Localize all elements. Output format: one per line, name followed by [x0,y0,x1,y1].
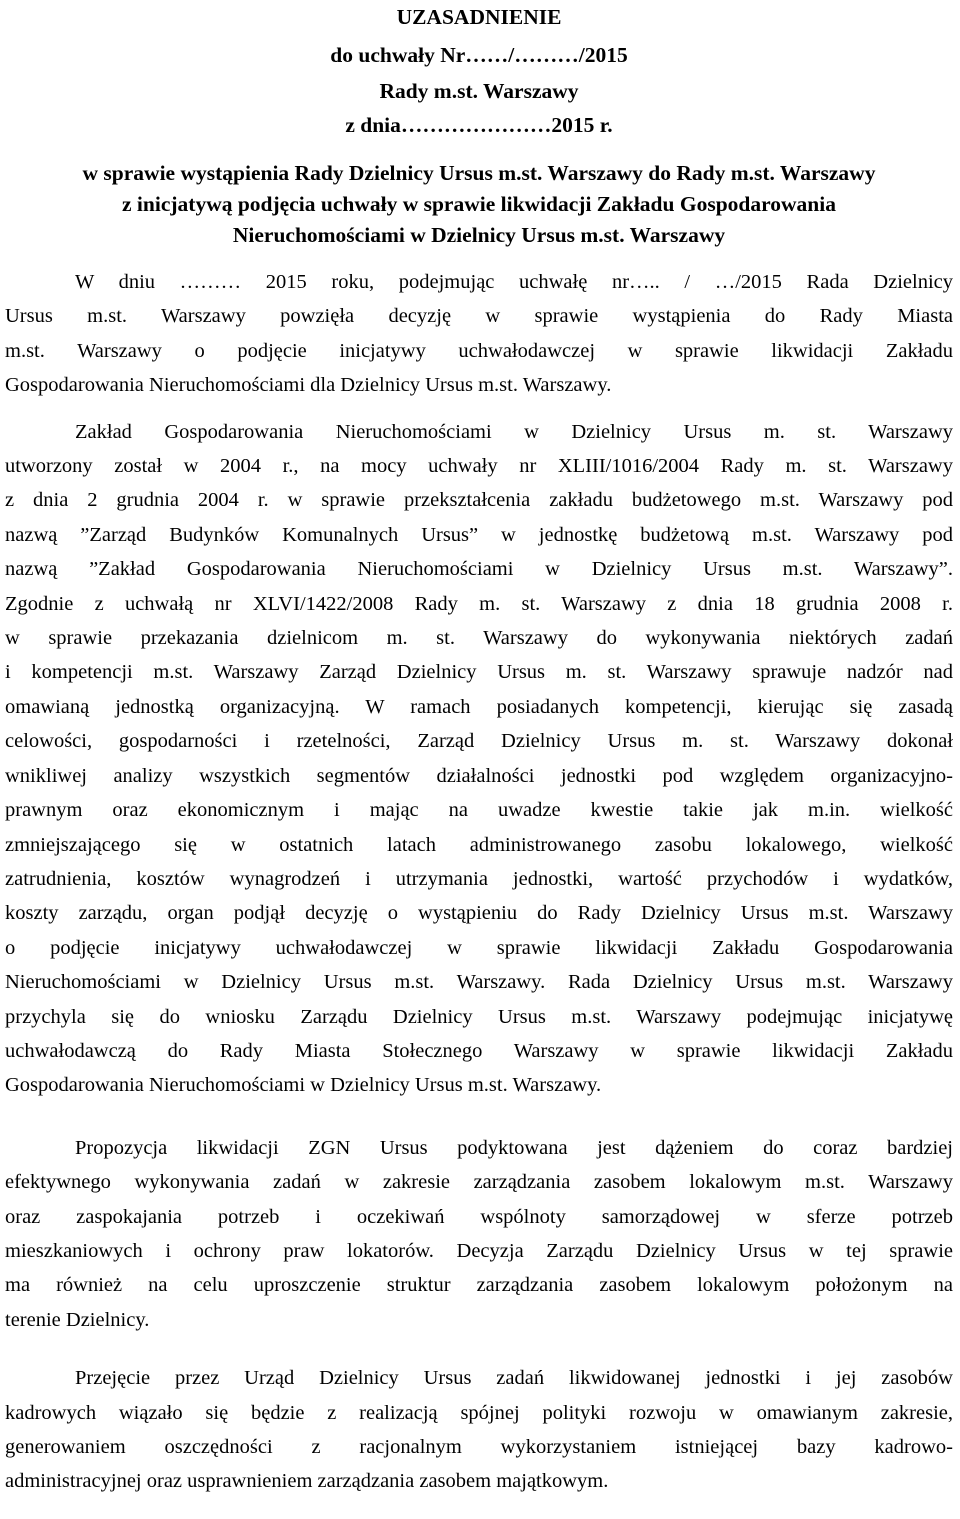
text-line: utworzony został w 2004 r., na mocy uchwały nr XLIII/1016/2004 Rady m. st. Warszawy [5,455,953,478]
subject-line: z inicjatywą podjęcia uchwały w sprawie likwidacji Zakładu Gospodarowania [122,192,836,216]
paragraph-4 [5,1361,953,1499]
text-line: uchwałodawczą do Rady Miasta Stołecznego Warszawy w sprawie likwidacji Zakładu [5,1039,953,1062]
text-line: generowaniem oszczędności z racjonalnym wykorzystaniem istniejącej bazy kadrowo- [5,1436,953,1458]
text-line: koszty zarządu, organ podjął decyzję o wystąpieniu do Rady Dzielnicy Ursus m.st. Warszawy [5,902,953,925]
text-line: zatrudnienia, kosztów wynagrodzeń i utrzymania jednostki, wartość przychodów i wydatków, [5,867,953,890]
text-line: nazwą ”Zarząd Budynków Komunalnych Ursus” w jednostkę budżetową m.st. Warszawy pod [5,523,953,546]
council-name: Rady m.st. Warszawy [379,79,579,103]
text-line: Gospodarowania Nieruchomościami w Dzielnicy Ursus m.st. Warszawy. [5,1074,602,1097]
text-line: Zakład Gospodarowania Nieruchomościami w Dzielnicy Ursus m. st. Warszawy [75,420,953,443]
text-line: m.st. Warszawy o podjęcie inicjatywy uchwałodawczej w sprawie likwidacji Zakładu [5,339,953,362]
text-line: przychyla się do wniosku Zarządu Dzielnicy Ursus m.st. Warszawy podejmując inicjatywę [5,1005,953,1028]
text-line: Ursus m.st. Warszawy powzięła decyzję w sprawie wystąpienia do Rady Miasta [5,305,953,328]
text-line: terenie Dzielnicy. [5,1308,150,1331]
resolution-date: z dnia…………………2015 r. [345,113,613,137]
text-line: z dnia 2 grudnia 2004 r. w sprawie przekształcenia zakładu budżetowego m.st. Warszawy pod [5,489,953,512]
paragraph-3 [5,1131,953,1337]
text-line: w sprawie przekazania dzielnicom m. st. Warszawy do wykonywania niektórych zadań [5,627,953,650]
text-line: nazwą ”Zakład Gospodarowania Nieruchomościami w Dzielnicy Ursus m.st. Warszawy”. [5,558,953,581]
text-line: administracyjnej oraz usprawnieniem zarządzania zasobem majątkowym. [5,1470,609,1493]
paragraph-1 [5,265,953,403]
text-line: wnikliwej analizy wszystkich segmentów działalności jednostki pod względem organizacyjno- [5,764,953,787]
text-line: Propozycja likwidacji ZGN Ursus podyktowana jest dążeniem do coraz bardziej [75,1136,953,1159]
text-line: Zgodnie z uchwałą nr XLVI/1422/2008 Rady m. st. Warszawy z dnia 18 grudnia 2008 r. [5,592,953,615]
text-line: Nieruchomościami w Dzielnicy Ursus m.st. Warszawy. Rada Dzielnicy Ursus m.st. Warszawy [5,971,953,994]
text-line: prawnym oraz ekonomicznym i mając na uwadze kwestie takie jak m.in. wielkość [5,799,953,822]
text-line: mieszkaniowych i ochrony praw lokatorów. Decyzja Zarządu Dzielnicy Ursus w tej sprawie [5,1239,953,1262]
text-line: celowości, gospodarności i rzetelności, Zarząd Dzielnicy Ursus m. st. Warszawy dokonał [5,730,953,753]
document-page [5,0,953,1499]
text-line: kadrowych wiązało się będzie z realizacją spójnej polityki rozwoju w omawianym zakresie, [5,1401,953,1424]
resolution-number: do uchwały Nr……/………/2015 [330,43,628,67]
text-line: W dniu ……… 2015 roku, podejmując uchwałę nr….. / …/2015 Rada Dzielnicy [75,271,953,293]
text-line: Przejęcie przez Urząd Dzielnicy Ursus zadań likwidowanej jednostki i jej zasobów [75,1367,953,1390]
text-line: zmniejszającego się w ostatnich latach administrowanego zasobu lokalowego, wielkość [5,833,953,856]
document-subject [5,158,953,251]
subject-line: Nieruchomościami w Dzielnicy Ursus m.st. Warszawy [232,223,726,247]
text-line: omawianą jednostką organizacyjną. W ramach posiadanych kompetencji, kierując się zasadą [5,695,953,718]
paragraph-2 [5,415,953,1103]
document-title: UZASADNIENIE [396,5,562,29]
text-line: i kompetencji m.st. Warszawy Zarząd Dzielnicy Ursus m. st. Warszawy sprawuje nadzór nad [5,661,953,684]
text-line: Gospodarowania Nieruchomościami dla Dzielnicy Ursus m.st. Warszawy. [5,374,612,397]
text-line: o podjęcie inicjatywy uchwałodawczej w sprawie likwidacji Zakładu Gospodarowania [5,936,953,959]
document-header [5,0,953,158]
text-line: ma również na celu uproszczenie struktur zarządzania zasobem lokalowym położonym na [5,1274,953,1297]
text-line: efektywnego wykonywania zadań w zakresie zarządzania zasobem lokalowym m.st. Warszawy [5,1171,953,1194]
text-line: oraz zaspokajania potrzeb i oczekiwań wspólnoty samorządowej w sferze potrzeb [5,1205,953,1228]
subject-line: w sprawie wystąpienia Rady Dzielnicy Ursus m.st. Warszawy do Rady m.st. Warszawy [82,161,876,185]
